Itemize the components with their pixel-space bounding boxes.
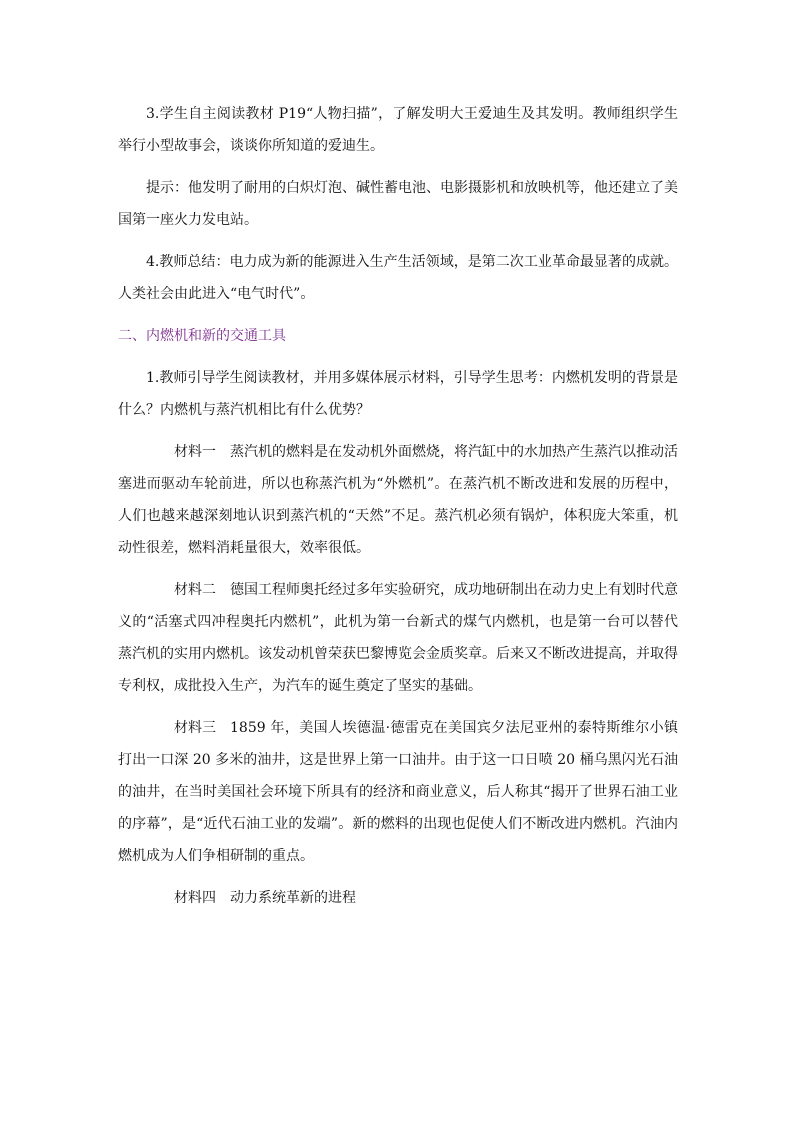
paragraph-hint: 提示：他发明了耐用的白炽灯泡、碱性蓄电池、电影摄影机和放映机等，他还建立了美国第一座火力发电站。 bbox=[118, 180, 678, 228]
material-three-text: 1859 年，美国人埃德温·德雷克在美国宾夕法尼亚州的泰特斯维尔小镇打出一口深 20 多米的油井，这是世界上第一口油井。由于这一口日喷 20 桶乌黑闪光石油的油井，在当时美国社会环境下所具有的经济和商业意义，后人称其“揭开了世界石油工业的序幕”，是“近代石油工业的发端”。新的燃料的出现也促使人们不断改进内燃机。汽油内燃机成为人们争相研制的重点。 bbox=[118, 720, 678, 864]
document-body bbox=[118, 98, 678, 924]
paragraph-edison-reading: 3.学生自主阅读教材 P19“人物扫描”，了解发明大王爱迪生及其发明。教师组织学生举行小型故事会，谈谈你所知道的爱迪生。 bbox=[118, 106, 678, 154]
material-four bbox=[118, 882, 678, 914]
material-four-text: 动力系统革新的进程 bbox=[230, 890, 356, 906]
material-three bbox=[118, 712, 678, 872]
material-two-label: 材料二 bbox=[174, 582, 216, 598]
material-three-label: 材料三 bbox=[174, 720, 216, 736]
material-one-label: 材料一 bbox=[174, 444, 216, 460]
material-one bbox=[118, 436, 678, 564]
material-two-text: 德国工程师奥托经过多年实验研究，成功地研制出在动力史上有划时代意义的“活塞式四冲程奥托内燃机”，此机为第一台新式的煤气内燃机，也是第一台可以替代蒸汽机的实用内燃机。该发动机曾荣获巴黎博览会金质奖章。后来又不断改进提高，并取得专利权，成批投入生产，为汽车的诞生奠定了坚实的基础。 bbox=[118, 582, 678, 694]
section-heading: 二、内燃机和新的交通工具 bbox=[118, 328, 286, 344]
paragraph-teacher-summary: 4.教师总结：电力成为新的能源进入生产生活领域，是第二次工业革命最显著的成就。人类社会由此进入“电气时代”。 bbox=[118, 254, 678, 302]
paragraph-guide: 1.教师引导学生阅读教材，并用多媒体展示材料，引导学生思考：内燃机发明的背景是什么？内燃机与蒸汽机相比有什么优势？ bbox=[118, 370, 678, 418]
material-one-text: 蒸汽机的燃料是在发动机外面燃烧，将汽缸中的水加热产生蒸汽以推动活塞进而驱动车轮前进，所以也称蒸汽机为“外燃机”。在蒸汽机不断改进和发展的历程中，人们也越来越深刻地认识到蒸汽机的“天然”不足。蒸汽机必须有锅炉，体积庞大笨重，机动性很差，燃料消耗量很大，效率很低。 bbox=[118, 444, 678, 556]
material-two bbox=[118, 574, 678, 702]
material-four-label: 材料四 bbox=[174, 890, 216, 906]
